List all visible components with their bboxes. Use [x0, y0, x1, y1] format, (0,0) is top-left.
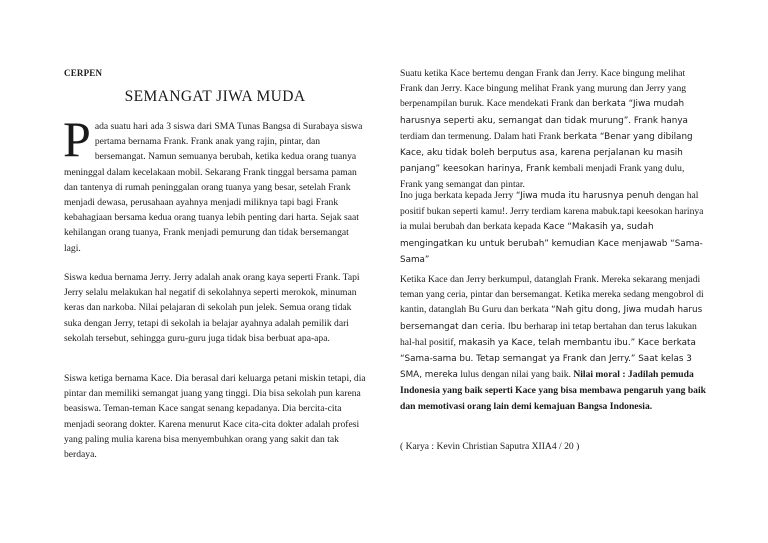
- ino-text-1: Ino juga berkata kepada Jerry: [400, 190, 516, 201]
- paragraph-frank: [63, 111, 366, 256]
- meeting-dialog-2: berkata “Benar yang dibilang Kace, aku tidak boleh berputus asa, karena perjalanan ku masih panjang” keesokan harinya, Frank: [400, 131, 693, 175]
- paragraph-ino: [400, 188, 706, 268]
- paragraph-frank-text: ada suatu hari ada 3 siswa dari SMA Tunas Bangsa di Surabaya siswa pertama bernama Frank. Frank anak yang rajin, pintar, dan bersemangat. Namun semuanya berubah, ketika kedua orang tuanya meninggal dalam kecelakaan mobil. Sekarang Frank tinggal bersama paman dan tantenya di rumah peninggalan orang tuanya yang besar, setelah Frank menjadi dewasa, perusahaan ayahnya menjadi miliknya tapi bagi Frank kebahagiaan bersama kedua orang tuanya lebih penting dari harta. Sejak saat kehilangan orang tuanya, Frank menjadi pemurung dan tidak bersemangat lagi.: [64, 121, 363, 254]
- paragraph-kace: Siswa ketiga bernama Kace. Dia berasal dari keluarga petani miskin tetapi, dia pintar dan memiliki semangat juang yang tinggi. Dia bisa sekolah pun karena beasiswa. Teman-teman Kace sangat senang kepadanya. Dia bercita-cita menjadi seorang dokter. Karena menurut Kace cita-cita dokter adalah profesi yang paling mulia karena bisa menyembuhkan orang yang sakit dan tak berdaya.: [64, 373, 366, 461]
- ino-dialog-1: “Jiwa muda itu harusnya penuh: [515, 191, 655, 201]
- author-credit: ( Karya : Kevin Christian Saputra XIIA4 / 20 ): [400, 441, 580, 452]
- ending-dialog-1: “Nah gitu dong, Jiwa mudah harus bersemangat dan ceria. Ibu: [400, 305, 703, 332]
- meeting-text-1: Suatu ketika Kace bertemu dengan Frank dan Jerry. Kace bingung melihat Frank dan Jerry. Kace bingung melihat Frank yang murung dan Jerry yang berpenampilan buruk. Kace mendekati Frank dan: [400, 68, 687, 110]
- paragraph-jerry: Siswa kedua bernama Jerry. Jerry adalah anak orang kaya seperti Frank. Tapi Jerry selalu melakukan hal negatif di sekolahnya seperti merokok, minuman keras dan narkoba. Nilai pelajaran di sekolah pun jelek. Semua orang tidak suka dengan Jerry, tetapi di sekolah ia belajar ayahnya adalah pemilik dari sekolah tersebut, sehingga guru-guru juga tidak bisa berbuat apa-apa.: [64, 272, 360, 344]
- paragraph-ending: [400, 272, 706, 414]
- meeting-text-2: terdiam dan termenung. Dalam hati Frank: [400, 130, 564, 142]
- meeting-text-3: kembali menjadi Frank yang dulu, Frank yang semangat dan pintar.: [400, 163, 685, 191]
- ending-text-1: Ketika Kace dan Jerry berkumpul, datanglah Frank. Mereka sekarang menjadi teman yang ceria, pintar dan bersemangat. Ketika mereka sedang mengobrol di kantin, datanglah Bu Guru dan berkata: [400, 274, 704, 316]
- ending-text-3: lulus dengan nilai yang baik.: [457, 369, 574, 381]
- ino-text-2: dengan hal positif bukan seperti kamu!. Jerry terdiam karena mabuk.tapi keesokan harinya ia mulai berubah dan berkata kepada: [400, 190, 704, 233]
- story-title: SEMANGAT JIWA MUDA: [124, 88, 306, 105]
- meeting-dialog-1: berkata “Jiwa mudah harusnya seperti aku, semangat dan tidak murung”. Frank hanya: [400, 99, 688, 126]
- genre-label: CERPEN: [64, 68, 103, 78]
- ending-text-2: berharap ini tetap bertahan dan terus lakukan hal-hal positif,: [400, 320, 697, 348]
- ino-dialog-2: Kace “Makasih ya, sudah mengingatkan ku untuk berubah” kemudian Kace menjawab “Sama-Sama”: [400, 222, 703, 265]
- ending-dialog-2: makasih ya Kace, telah membantu ibu.” Kace berkata “Sama-sama bu. Tetap semangat ya Frank dan Jerry.” Saat kelas 3 SMA, mereka: [400, 337, 696, 381]
- paragraph-meeting: [400, 66, 706, 193]
- moral-value: Nilai moral : Jadilah pemuda Indonesia yang baik seperti Kace yang bisa membawa pengaruh yang baik dan memotivasi orang lain demi kemajuan Bangsa Indonesia.: [400, 369, 706, 412]
- drop-cap: P: [63, 111, 91, 167]
